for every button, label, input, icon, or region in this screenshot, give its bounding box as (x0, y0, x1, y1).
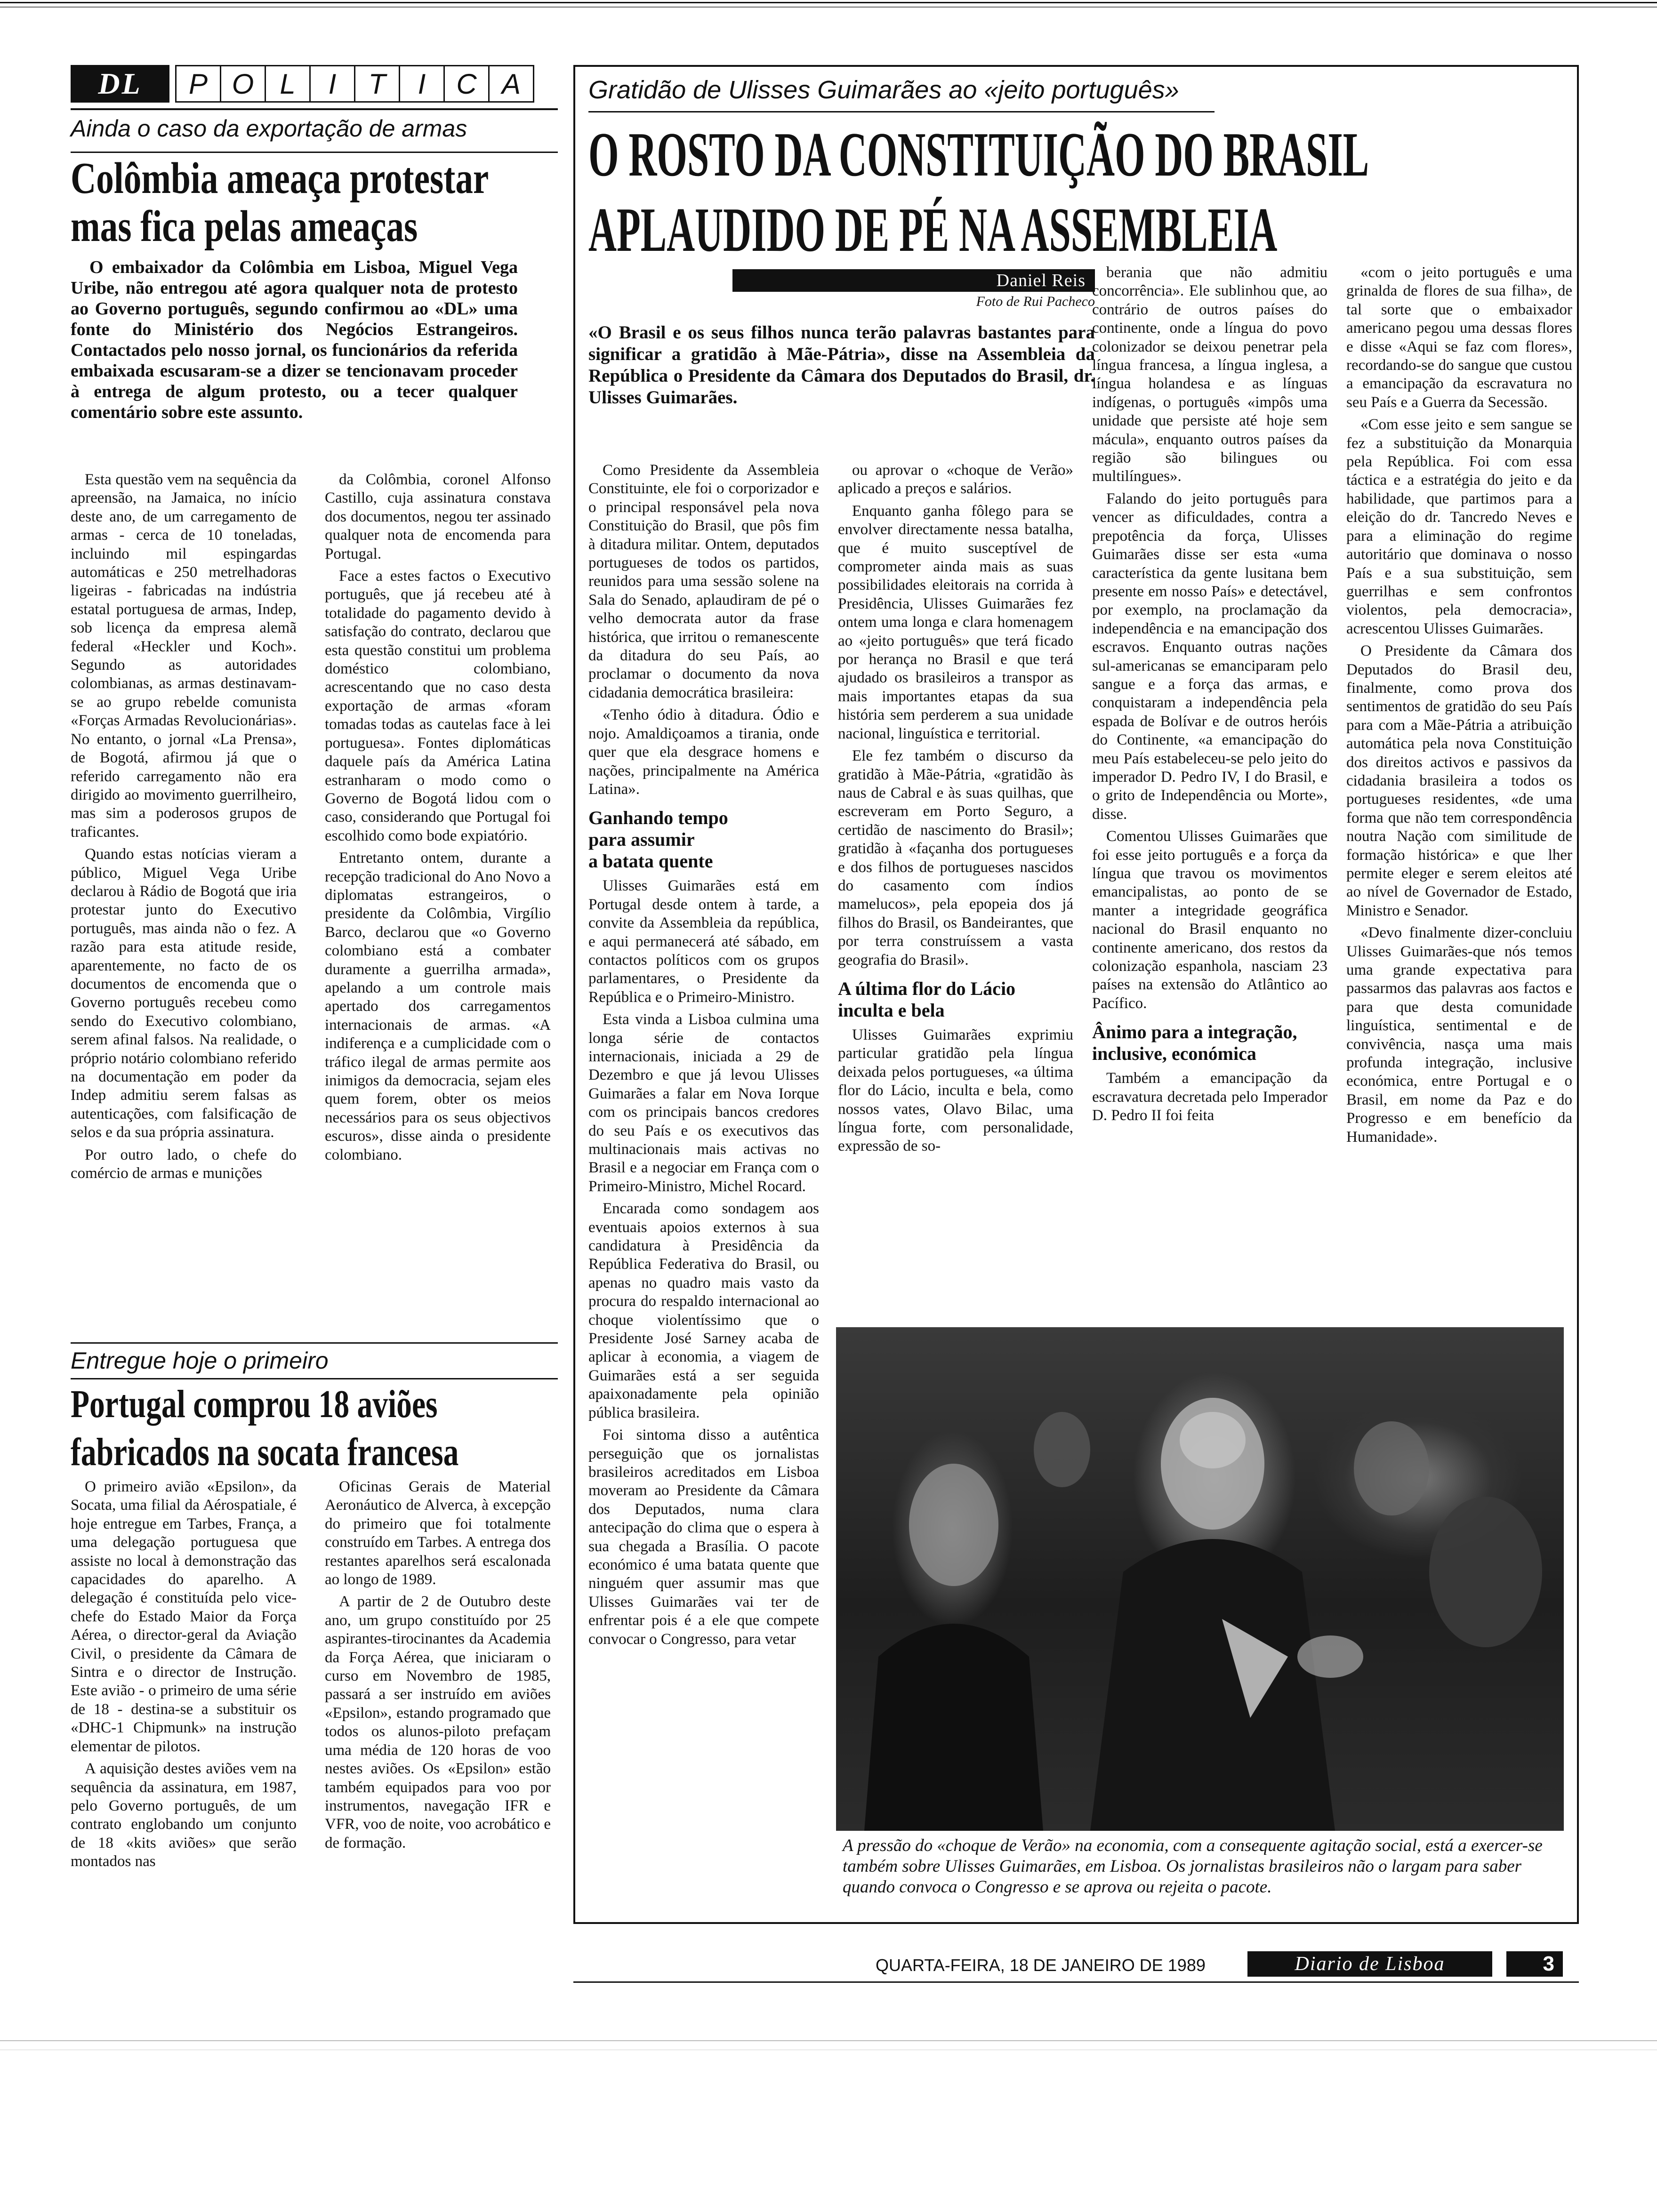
section-letter: I (400, 65, 445, 103)
section-underline (71, 108, 558, 110)
article3-column-4 (1346, 264, 1572, 1150)
paragraph: A partir de 2 de Outubro deste ano, um grupo constituído por 25 aspirantes-tirocinantes da Academia da Força Aérea, que iniciaram o curso em Novembro de 1985, passará a ser instruído em aviões «Epsilon», estando programado que todos os alunos-piloto prefaçam uma média de 120 horas de voo nestes aviões. Os «Epsilon» estão também equipados para voo por instrumentos, navegação IFR e VFR, voo de noite, voo acrobático e de formação. (325, 1593, 551, 1851)
paragraph: Falando do jeito português para vencer as dificuldades, contra a prepotência da força, Ulisses Guimarães disse ser esta «uma característica da gente lusitana bem presente em nosso País» e detectável, por exemplo, na proclamação da independência e na emancipação dos escravos. Enquanto outras nações sul-americanas se emanciparam pelo sangue e a força das armas, e conquistaram a independência pela espada de Bolívar e de outros heróis do Continente, «a emancipação do meu País estabeleceu-se pelo jeito do imperador D. Pedro IV, I do Brasil, e o grito de Independência ou Morte», disse. (1092, 490, 1327, 823)
article1-headline-line2: mas fica pelas ameaças (71, 202, 418, 251)
paragraph: Face a estes factos o Executivo português, que já recebeu até à totalidade do pagamento devido à satisfação do contrato, declarou que esta questão constitui um problema doméstico colombiano, acrescentando que no caso desta exportação de armas «foram tomadas todas as cautelas face à lei portuguesa». Fontes diplomáticas daquele país da América Latina estranharam o modo como o Governo de Bogotá lidou com o caso, considerando que Portugal foi escolhido como bode expiatório. (325, 568, 551, 844)
footer-page-number: 3 (1506, 1951, 1563, 1977)
paragraph: Comentou Ulisses Guimarães que foi esse jeito português e a força da língua que travou os movimentos emancipalistas, ao ponto de se manter a integridade geográfica nacional do Brasil enquanto no continente americano, dos restos da colonização espanhola, nasciam 23 países na extensão do Atlântico ao Pacífico. (1092, 828, 1327, 1012)
article3-headline-line1: O ROSTO DA CONSTITUIÇÃO DO BRASIL (588, 120, 1369, 189)
section-title-letters (175, 65, 534, 103)
subhead-ganhando-tempo-line: Ganhando tempo (588, 807, 728, 829)
article3-lead: «O Brasil e os seus filhos nunca terão palavras bastantes para significar a gratidão à Mãe-Pátria», disse na Assembleia da República o Presidente da Câmara dos Deputados do Brasil, dr. Ulisses Guimarães. (588, 322, 1095, 408)
section-letter: O (221, 65, 266, 103)
section-letter: P (175, 65, 221, 103)
subhead-animo-integracao-line: inclusive, económica (1092, 1043, 1256, 1065)
paragraph: Esta questão vem na sequência da apreensão, na Jamaica, no início deste ano, de um carregamento de armas - cerca de 10 toneladas, incluindo mil espingardas automáticas e 250 metrelhadoras ligeiras - fabricadas na indústria estatal portuguesa de armas, Indep, sob licença da empresa alemã federal «Heckler und Koch». Segundo as autoridades colombianas, as armas destinavam-se ao grupo rebelde comunista «Forças Armadas Revolucionárias». No entanto, o jornal «La Prensa», de Bogotá, afirmou já que o referido carregamento não era dirigido ao movimento guerrilheiro, mas sim a poderosos grupos de traficantes. (71, 471, 297, 841)
paragraph: Ele fez também o discurso da gratidão à Mãe-Pátria, «gratidão às naus de Cabral e às suas quilhas, que escreveram em Porto Seguro, a certidão de nascimento do Brasil»; gratidão à «façanha dos portugueses e dos filhos de portugueses nascidos do casamento com índios mamelucos», pela epopeia dos já filhos do Brasil, os Bandeirantes, que por terra construíssem a vasta geografia do Brasil». (838, 747, 1073, 969)
footer-rule (573, 1981, 1579, 1983)
paragraph: Encarada como sondagem aos eventuais apoios externos à sua candidatura à Presidência da República Federativa do Brasil, ou apenas no quadro mais vasto da procura do respaldo internacional ao choque violentíssimo que o Presidente José Sarney acaba de aplicar à economia, a viagem de Guimarães está a ser seguida apaixonadamente pela opinião pública brasileira. (588, 1200, 819, 1421)
paragraph: Oficinas Gerais de Material Aeronáutico de Alverca, à excepção do primeiro que foi totalmente construído em Tarbes. A entrega dos restantes aparelhos será escalonada ao longo de 1989. (325, 1478, 551, 1588)
footer-masthead: Diario de Lisboa (1247, 1951, 1492, 1977)
article1-kicker-rule (71, 152, 558, 153)
paragraph: da Colômbia, coronel Alfonso Castillo, cuja assinatura constava dos documentos, negou ter assinado qualquer nota de encomenda para Portugal. (325, 471, 551, 562)
paragraph: Quando estas notícias vieram a público, Miguel Vega Uribe declarou à Rádio de Bogotá que iria protestar junto do Executivo português, mas ainda não o fez. A razão para esta atitude reside, aparentemente, no facto de os documentos de encomenda que o Governo português recebeu como sendo do Executivo colombiano, serem afinal falsos. Na realidade, o próprio notário colombiano referido na documentação em poder da Indep admitiu serem falsas as autenticações, com falsificação de selos e da sua própria assinatura. (71, 846, 297, 1141)
paragraph: Enquanto ganha fôlego para se envolver directamente nessa batalha, que é muito susceptível de comprometer ainda mais as suas possibilidades eleitorais na corrida à Presidência, Ulisses Guimarães fez ontem uma longa e clara homenagem ao «jeito português» que terá ficado por herança no Brasil e que terá ajudado os brasileiros a transpor as mais importantes etapas da sua história sem perderem a sua unidade nacional, linguística e territorial. (838, 502, 1073, 742)
top-edge-line (0, 2, 1657, 3)
section-letter: I (311, 65, 355, 103)
article2-kicker-rule (71, 1378, 558, 1379)
article1-headline-line1: Colômbia ameaça protestar (71, 154, 489, 203)
subhead-ultima-flor-line: inculta e bela (838, 999, 945, 1021)
article3-photo (836, 1327, 1564, 1831)
paragraph: Ulisses Guimarães exprimiu particular gratidão pela língua deixada pelos portugueses, «a última flor do Lácio, inculta e bela, como nossos vates, Olavo Bilac, uma língua forte, com personalidade, expressão de so- (838, 1026, 1073, 1155)
article2-top-rule (71, 1342, 558, 1344)
section-letter: C (445, 65, 490, 103)
paragraph: «Com esse jeito e sem sangue se fez a substituição da Monarquia pela República. Foi com essa táctica e a estratégia do jeito e da habilidade, que partimos para a eleição do dr. Tancredo Neves e para a eliminação do regime autoritário que dominava o nosso País e a sua substituição, sem guerrilhas e sem confrontos violentos, pela democracia», acrescentou Ulisses Guimarães. (1346, 416, 1572, 637)
paragraph: Também a emancipação da escravatura decretada pelo Imperador D. Pedro II foi feita (1092, 1070, 1327, 1124)
paragraph: Como Presidente da Assembleia Constituinte, ele foi o corporizador e o principal responsável pela nova Constituição do Brasil, que pôs fim à ditadura militar. Ontem, deputados portugueses de todos os partidos, reunidos para uma sessão solene na Sala do Senado, aplaudiram de pé o velho democrata autor da frase histórica, que irritou o remanescente da ditadura do seu País, ao proclamar o documento da nova cidadania democrática brasileira: (588, 462, 819, 701)
footer-date: QUARTA-FEIRA, 18 DE JANEIRO DE 1989 (876, 1956, 1206, 1975)
section-badge: DL (71, 65, 169, 103)
paragraph: «com o jeito português e uma grinalda de flores de sua filha», de tal sorte que o embaixador americano pegou uma dessas flores e disse «Aqui se faz com flores», recordando-se do sangue que custou a emancipação da escravatura no seu País e a Guerra da Secessão. (1346, 264, 1572, 411)
paragraph: berania que não admitiu concorrência». Ele sublinhou que, ao contrário de outros países do continente, onde a língua do povo colonizador se deixou penetrar pela língua francesa, a língua inglesa, a língua holandesa e as línguas indígenas, o português «impôs uma unidade que persiste até hoje sem mácula», enquanto outros países da região são bilingues ou multilíngues». (1092, 264, 1327, 485)
section-letter: L (266, 65, 311, 103)
subhead-ultima-flor-line: A última flor do Lácio (838, 978, 1016, 999)
scan-line-1 (0, 2040, 1657, 2041)
article3-byline: Daniel Reis (732, 269, 1095, 292)
subhead-ganhando-tempo (588, 807, 819, 872)
photo-caption: A pressão do «choque de Verão» na economia, com a consequente agitação social, está a exercer-se também sobre Ulisses Guimarães, em Lisboa. Os jornalistas brasileiros não o largam para saber quando convoca o Congresso e se aprova ou rejeita o pacote. (843, 1836, 1543, 1897)
section-letter: A (490, 65, 534, 103)
paragraph: «Devo finalmente dizer-concluiu Ulisses Guimarães-que nós temos uma grande expectativa para passarmos das palavras aos factos e para que desta comunidade linguística, sentimental e de convivência, nasça uma mais profunda integração, inclusive económica, entre Portugal e o Brasil, em nome da Paz e do Progresso e em benefício da Humanidade». (1346, 924, 1572, 1146)
paragraph: ou aprovar o «choque de Verão» aplicado a preços e salários. (838, 462, 1073, 497)
subhead-animo-integracao-line: Ânimo para a integração, (1092, 1021, 1297, 1043)
paragraph: O primeiro avião «Epsilon», da Socata, uma filial da Aérospatiale, é hoje entregue em Tarbes, França, a uma delegação portuguesa que assiste no local à demonstração das capacidades do aparelho. A delegação é constituída pelo vice-chefe do Estado Maior da Força Aérea, o director-geral da Aviação Civil, o presidente da Câmara de Sintra e o director de Instrução. Este avião - o primeiro de uma série de 18 - destina-se a substituir os «DHC-1 Chipmunk» na instrução elementar de pilotos. (71, 1478, 297, 1755)
subhead-ganhando-tempo-line: para assumir (588, 829, 695, 850)
article3-column-2 (838, 461, 1073, 1160)
subhead-ganhando-tempo-line: a batata quente (588, 850, 713, 872)
article2-headline-line2: fabricados na socata francesa (71, 1430, 459, 1474)
article1-lead: O embaixador da Colômbia em Lisboa, Miguel Vega Uribe, não entregou até agora qualquer nota de protesto ao Governo português, segundo confirmou ao «DL» uma fonte do Ministério dos Negócios Estrangeiros. Contactados pelo nosso jornal, os funcionários da referida embaixada escusaram-se a dizer se tencionavam proceder à entrega de algum protesto, ou a tecer qualquer comentário sobre este assunto. (71, 257, 518, 422)
article3-kicker-rule (588, 111, 1215, 112)
article2-kicker: Entregue hoje o primeiro (71, 1347, 329, 1374)
article3-photo-credit: Foto de Rui Pacheco (976, 294, 1095, 309)
article1-column-2 (325, 471, 551, 1168)
subhead-ultima-flor (838, 978, 1073, 1021)
article2-headline-line1: Portugal comprou 18 aviões (71, 1382, 438, 1426)
paragraph: O Presidente da Câmara dos Deputados do Brasil deu, finalmente, como prova dos sentimentos de gratidão do seu País para com a Mãe-Pátria a atribuição automática pela nova Constituição dos direitos activos e passivos da cidadania brasileira a todos os portugueses residentes, «de uma forma que não tem correspondência noutra Nação com similitude de formação histórica» e que lher permite eleger e serem eleitos até ao nível de Governador de Estado, Ministro e Senador. (1346, 642, 1572, 919)
article3-kicker: Gratidão de Ulisses Guimarães ao «jeito português» (588, 76, 1179, 104)
top-edge-line-2 (0, 7, 1657, 8)
paragraph: Foi sintoma disso a autêntica perseguição que os jornalistas brasileiros acreditados em Lisboa moveram ao Presidente da Câmara dos Deputados, numa clara antecipação do clima que o espera à sua chegada a Brasília. O pacote económico é uma batata quente que ninguém quer assumir mas que Ulisses Guimarães vai ter de enfrentar pois é a ele que compete convocar o Congresso, para vetar (588, 1427, 819, 1648)
paragraph: «Tenho ódio à ditadura. Ódio e nojo. Amaldiçoamos a tirania, onde quer que ela desgrace homens e nações, principalmente na América Latina». (588, 706, 819, 798)
paragraph: Ulisses Guimarães está em Portugal desde ontem à tarde, a convite da Assembleia da república, e aqui permanecerá até sábado, em contactos políticos com os grupos parlamentares, o Presidente da República e o Primeiro-Ministro. (588, 877, 819, 1006)
paragraph: Por outro lado, o chefe do comércio de armas e munições (71, 1146, 297, 1182)
paragraph: Entretanto ontem, durante a recepção tradicional do Ano Novo a diplomatas estrangeiros, o presidente da Colômbia, Virgílio Barco, declarou que «o Governo colombiano está a combater duramente a guerrilha armada», apelando a um controle mais apertado dos carregamentos internacionais de armas. «A indiferença e a cumplicidade com o tráfico ilegal de armas permite aos inimigos da democracia, sejam eles quem forem, obter os meios necessários para os seus objectivos escuros», disse ainda o presidente colombiano. (325, 850, 551, 1163)
article2-column-1 (71, 1478, 297, 1875)
paragraph: Esta vinda a Lisboa culmina uma longa série de contactos internacionais, iniciada a 29 de Dezembro e que já levou Ulisses Guimarães a falar em Nova Iorque com os principais bancos credores do seu País e os executivos das multinacionais mais activas no Brasil e a negociar em França com o Primeiro-Ministro, Michel Rocard. (588, 1011, 819, 1195)
section-letter: T (355, 65, 400, 103)
article2-column-2 (325, 1478, 551, 1856)
paragraph: A aquisição destes aviões vem na sequência da assinatura, em 1987, pelo Governo português, de um contrato englobando um conjunto de 18 «kits aviões» que serão montados nas (71, 1760, 297, 1870)
article1-kicker: Ainda o caso da exportação de armas (71, 115, 467, 142)
article3-column-3 (1092, 264, 1327, 1129)
article3-headline-line2: APLAUDIDO DE PÉ NA ASSEMBLEIA (588, 195, 1278, 264)
article3-column-1 (588, 461, 819, 1652)
section-header (71, 65, 534, 103)
subhead-animo-integracao (1092, 1021, 1327, 1065)
article1-column-1 (71, 471, 297, 1186)
